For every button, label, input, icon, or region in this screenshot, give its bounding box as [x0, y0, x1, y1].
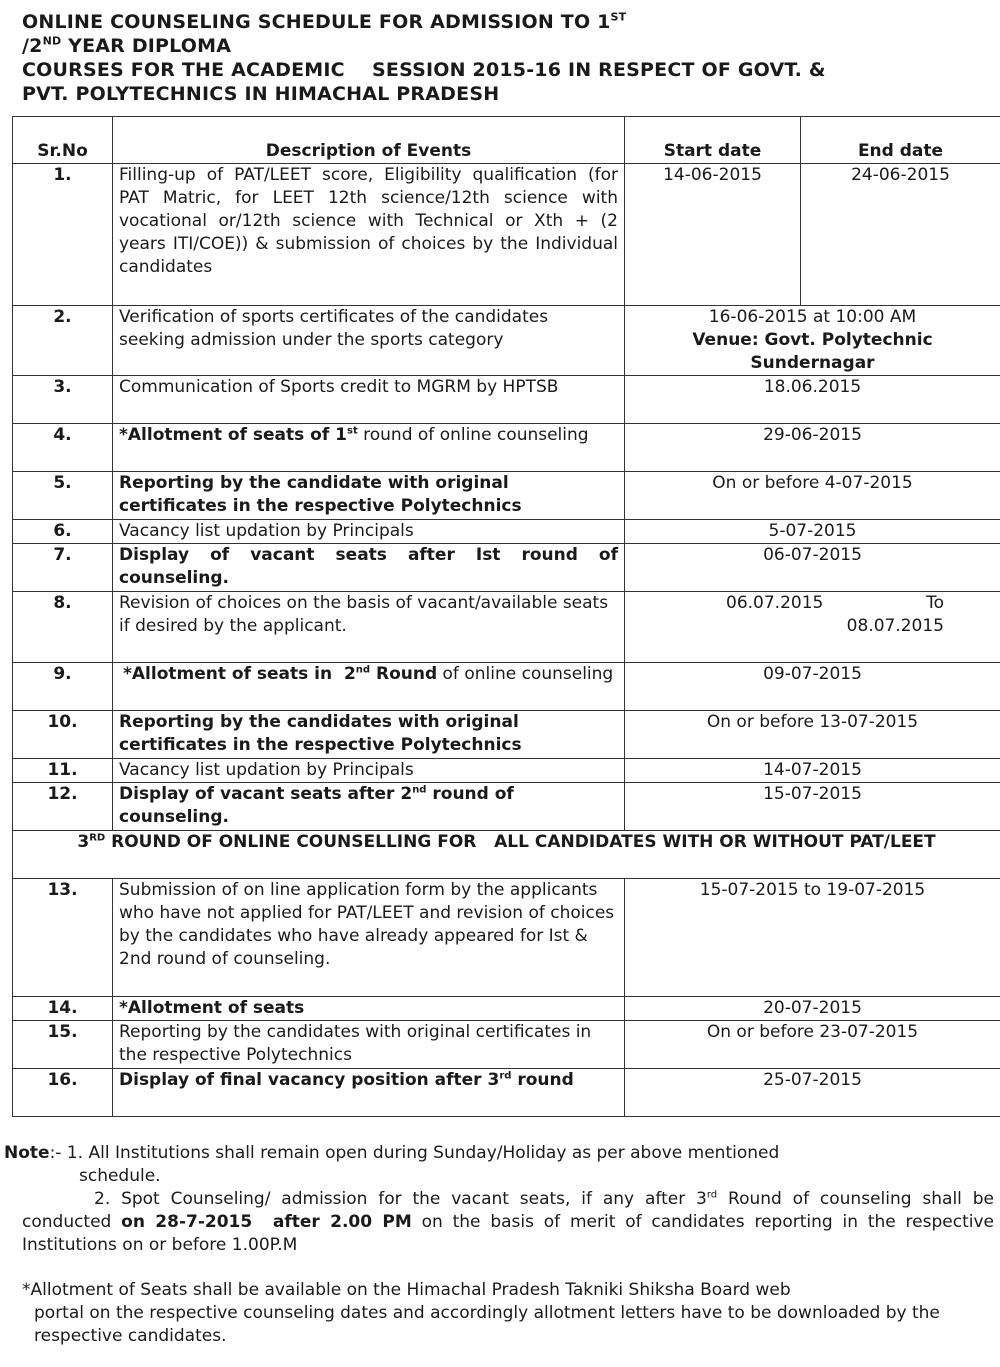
- title-text: YEAR DIPLOMA: [61, 35, 232, 57]
- note-2-sup: rd: [706, 1189, 718, 1201]
- section-heading-text: ROUND OF ONLINE COUNSELLING FOR ALL CANDIDATES WITH OR WITHOUT PAT/LEET: [105, 832, 936, 852]
- row-date-time: 16-06-2015 at 10:00 AM: [708, 307, 917, 327]
- table-row: [13, 711, 1000, 759]
- row-description: Reporting by the candidates with original certificates in the respective Polytechnics: [113, 1021, 625, 1069]
- desc-bold: round: [511, 1070, 574, 1090]
- note-2-date: on 28-7-2015 after 2.00 PM: [121, 1212, 412, 1232]
- row-date: On or before 13-07-2015: [625, 711, 1000, 759]
- row-srno: 9.: [13, 663, 113, 711]
- row-srno: 8.: [13, 592, 113, 663]
- row-description: [113, 783, 625, 831]
- row-description: Communication of Sports credit to MGRM by HPTSB: [113, 376, 625, 424]
- title-sup: ST: [610, 10, 627, 24]
- title-line-3: PVT. POLYTECHNICS IN HIMACHAL PRADESH: [22, 83, 500, 105]
- table-row: [13, 879, 1000, 997]
- section-heading-sup: RD: [89, 832, 106, 844]
- footnote-text-cont: portal on the respective counseling dates and accordingly allotment letters have to be downloaded by the respective candidates.: [34, 1303, 940, 1346]
- row-date: 15-07-2015: [625, 783, 1000, 831]
- desc-bold: *Allotment of seats in 2: [123, 664, 356, 684]
- document-title: [22, 10, 982, 106]
- row-date: 14-07-2015: [625, 759, 1000, 783]
- table-header-row: [13, 117, 1000, 164]
- row-srno: 2.: [13, 306, 113, 376]
- table-row: [13, 759, 1000, 783]
- date-range: [631, 592, 994, 615]
- row-date: 20-07-2015: [625, 997, 1000, 1021]
- title-line-2: COURSES FOR THE ACADEMIC SESSION 2015-16 IN RESPECT OF GOVT. &: [22, 59, 826, 81]
- table-row: [13, 592, 1000, 663]
- row-srno: 12.: [13, 783, 113, 831]
- row-date: 06-07-2015: [625, 544, 1000, 592]
- row-date: On or before 4-07-2015: [625, 472, 1000, 520]
- row-description: *Allotment of seats: [113, 997, 625, 1021]
- title-sup: ND: [42, 34, 62, 48]
- table-row: [13, 783, 1000, 831]
- table-row: [13, 1021, 1000, 1069]
- table-row: [13, 1069, 1000, 1117]
- table-row: [13, 472, 1000, 520]
- row-description: Reporting by the candidate with original certificates in the respective Polytechnics: [113, 472, 625, 520]
- table-row: [13, 376, 1000, 424]
- title-text: ONLINE COUNSELING SCHEDULE FOR ADMISSION TO 1: [22, 11, 611, 33]
- header-description: Description of Events: [113, 117, 625, 164]
- desc-sup: nd: [355, 664, 371, 676]
- header-start-date: Start date: [625, 117, 801, 164]
- note-1-text: :- 1. All Institutions shall remain open during Sunday/Holiday as per above mentioned: [49, 1143, 780, 1163]
- row-description: Display of vacant seats after Ist round of counseling.: [113, 544, 625, 592]
- row-srno: 15.: [13, 1021, 113, 1069]
- note-2: [4, 1188, 994, 1257]
- row-description: [113, 663, 625, 711]
- row-description: [113, 424, 625, 472]
- row-description: Reporting by the candidates with original certificates in the respective Polytechnics: [113, 711, 625, 759]
- row-srno: 10.: [13, 711, 113, 759]
- table-row: [13, 520, 1000, 544]
- row-date: 15-07-2015 to 19-07-2015: [625, 879, 1000, 997]
- note-1: [4, 1142, 994, 1188]
- note-1-text-cont: schedule.: [79, 1166, 161, 1186]
- note-2-text: on the basis of merit of candidates reporting in the respective Institutions on or before 1.00P.M: [22, 1212, 994, 1255]
- footnote-text: *Allotment of Seats shall be available on the Himachal Pradesh Takniki Shiksha Board web: [22, 1280, 791, 1300]
- date-to: 08.07.2015: [846, 616, 944, 636]
- row-date: 29-06-2015: [625, 424, 1000, 472]
- table-row: [13, 306, 1000, 376]
- row-description: Vacancy list updation by Principals: [113, 759, 625, 783]
- desc-bold: round of counseling.: [119, 784, 514, 827]
- row-description: Submission of on line application form by the applicants who have not applied for PAT/LEET and revision of choices by the candidates who have already appeared for Ist & 2nd round of counseling.: [113, 879, 625, 997]
- row-srno: 6.: [13, 520, 113, 544]
- row-description: Filling-up of PAT/LEET score, Eligibility qualification (for PAT Matric, for LEET 12th science/12th science with vocational or/12th science with Technical or Xth + (2 years ITI/COE)) & submission of choices by the Individual candidates: [113, 164, 625, 306]
- footnote: [4, 1279, 994, 1348]
- desc-bold: Round: [370, 664, 438, 684]
- table-row: [13, 997, 1000, 1021]
- note-label: Note: [4, 1143, 50, 1163]
- desc-sup: rd: [499, 1070, 512, 1082]
- row-srno: 11.: [13, 759, 113, 783]
- section-heading-row: [13, 831, 1000, 879]
- desc-bold: Display of final vacancy position after 3: [119, 1070, 500, 1090]
- row-description: Revision of choices on the basis of vacant/available seats if desired by the applicant.: [113, 592, 625, 663]
- row-date: 18.06.2015: [625, 376, 1000, 424]
- desc-rest: of online counseling: [437, 664, 614, 684]
- table-row: [13, 663, 1000, 711]
- desc-bold: Display of vacant seats after 2: [119, 784, 413, 804]
- row-end-date: 24-06-2015: [801, 164, 1000, 306]
- section-heading: [13, 831, 1000, 879]
- row-srno: 1.: [13, 164, 113, 306]
- section-heading-text: 3: [77, 832, 90, 852]
- header-end-date: End date: [801, 117, 1000, 164]
- row-description: Verification of sports certificates of the candidates seeking admission under the sports category: [113, 306, 625, 376]
- row-description: [113, 1069, 625, 1117]
- row-description: Vacancy list updation by Principals: [113, 520, 625, 544]
- desc-sup: nd: [412, 784, 427, 796]
- row-srno: 7.: [13, 544, 113, 592]
- desc-sup: st: [347, 425, 358, 437]
- table-row: [13, 164, 1000, 306]
- row-srno: 4.: [13, 424, 113, 472]
- row-start-date: 14-06-2015: [625, 164, 801, 306]
- date-from: 06.07.2015: [726, 593, 824, 613]
- row-date: [625, 306, 1000, 376]
- header-srno: Sr.No: [13, 117, 113, 164]
- row-date: On or before 23-07-2015: [625, 1021, 1000, 1069]
- row-srno: 3.: [13, 376, 113, 424]
- row-date: 25-07-2015: [625, 1069, 1000, 1117]
- schedule-table: [12, 116, 1000, 1117]
- row-srno: 16.: [13, 1069, 113, 1117]
- table-row: [13, 544, 1000, 592]
- row-srno: 14.: [13, 997, 113, 1021]
- title-line-1: [22, 10, 982, 34]
- row-date: 5-07-2015: [625, 520, 1000, 544]
- row-srno: 5.: [13, 472, 113, 520]
- desc-bold: *Allotment of seats of 1: [119, 425, 347, 445]
- table-row: [13, 424, 1000, 472]
- title-text: /2: [22, 35, 43, 57]
- date-to-word: To: [926, 593, 944, 613]
- note-2-text: 2. Spot Counseling/ admission for the vacant seats, if any after 3: [94, 1189, 707, 1209]
- row-date: [625, 592, 1000, 663]
- row-srno: 13.: [13, 879, 113, 997]
- desc-rest: round of online counseling: [357, 425, 589, 445]
- row-venue: Venue: Govt. Polytechnic Sundernagar: [692, 330, 933, 373]
- note-2-text: Round of counseling shall be conducted: [22, 1189, 994, 1232]
- row-date: 09-07-2015: [625, 663, 1000, 711]
- notes-section: [4, 1142, 994, 1348]
